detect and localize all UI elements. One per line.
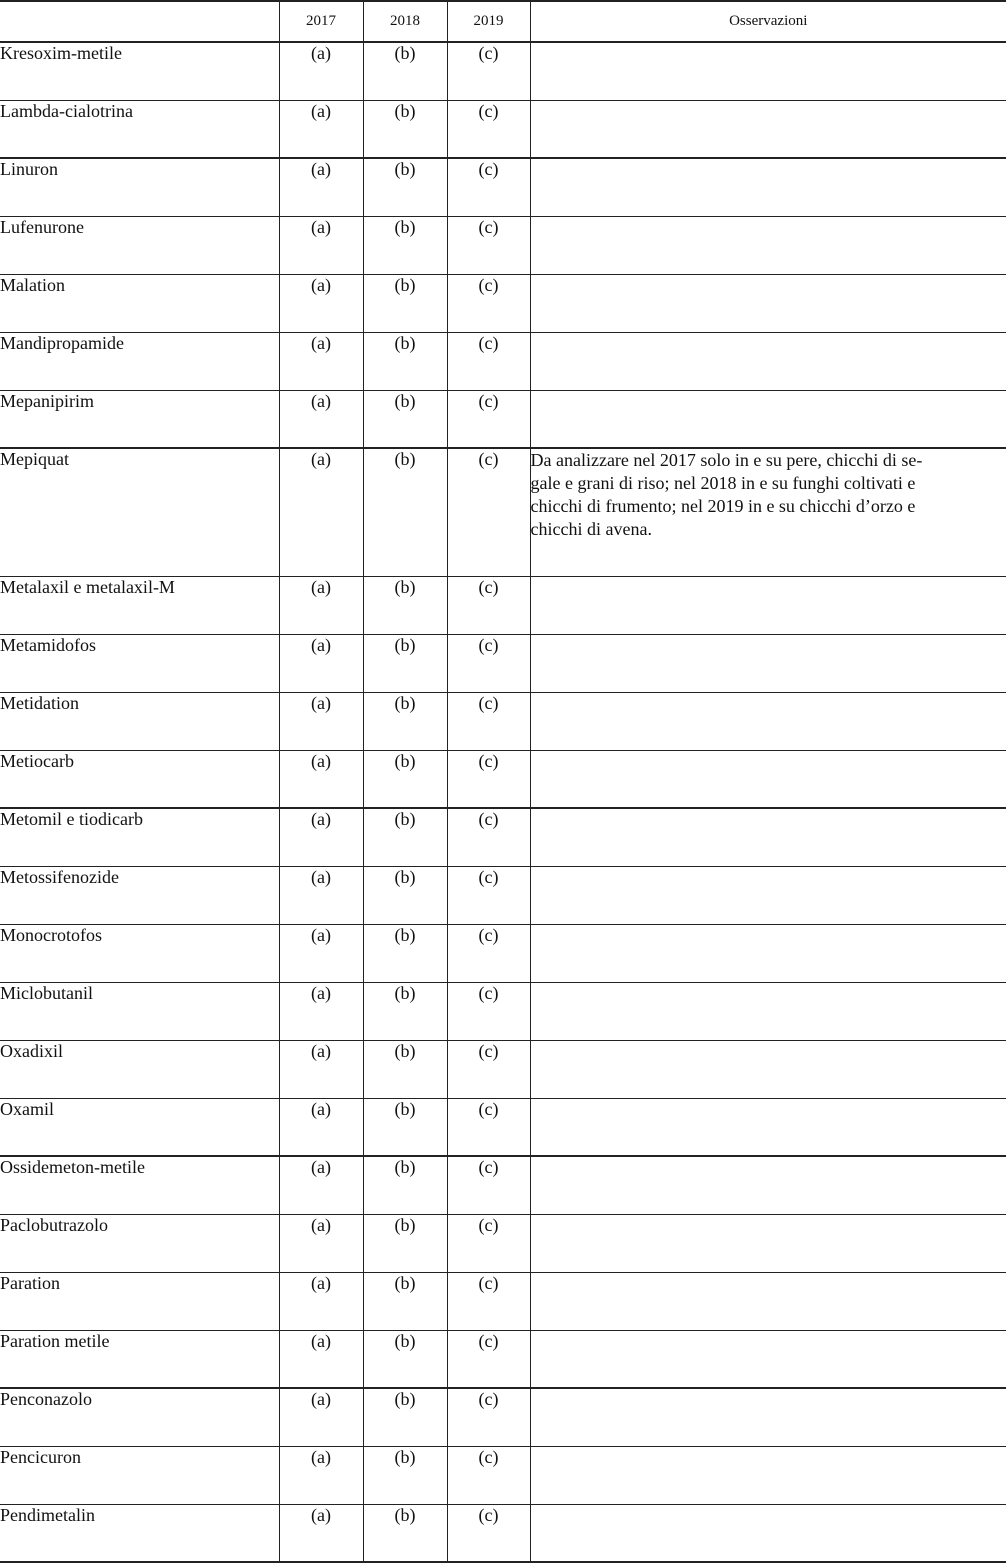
cell-2018: (b) bbox=[363, 158, 447, 216]
substance-cell: Oxamil bbox=[0, 1098, 279, 1156]
cell-2018: (b) bbox=[363, 332, 447, 390]
observations-cell bbox=[530, 692, 1006, 750]
cell-2018: (b) bbox=[363, 924, 447, 982]
cell-2017: (a) bbox=[279, 1330, 363, 1388]
cell-2017: (a) bbox=[279, 634, 363, 692]
table-row bbox=[0, 1156, 1006, 1214]
substance-cell: Lambda-cialotrina bbox=[0, 100, 279, 158]
table-row bbox=[0, 1272, 1006, 1330]
table-row bbox=[0, 982, 1006, 1040]
cell-2017: (a) bbox=[279, 448, 363, 576]
cell-2018: (b) bbox=[363, 448, 447, 576]
cell-2017: (a) bbox=[279, 1446, 363, 1504]
substance-cell: Linuron bbox=[0, 158, 279, 216]
cell-2019: (c) bbox=[447, 982, 530, 1040]
cell-2018: (b) bbox=[363, 750, 447, 808]
cell-2019: (c) bbox=[447, 750, 530, 808]
cell-2019: (c) bbox=[447, 100, 530, 158]
table-row bbox=[0, 866, 1006, 924]
observations-cell bbox=[530, 1446, 1006, 1504]
cell-2019: (c) bbox=[447, 42, 530, 100]
substance-cell: Pencicuron bbox=[0, 1446, 279, 1504]
observations-cell bbox=[530, 274, 1006, 332]
cell-2017: (a) bbox=[279, 924, 363, 982]
cell-2019: (c) bbox=[447, 866, 530, 924]
cell-2019: (c) bbox=[447, 274, 530, 332]
table-row bbox=[0, 42, 1006, 100]
observations-cell bbox=[530, 1098, 1006, 1156]
substance-cell: Mepanipirim bbox=[0, 390, 279, 448]
table-row bbox=[0, 692, 1006, 750]
table-row bbox=[0, 332, 1006, 390]
substance-cell: Metalaxil e metalaxil-M bbox=[0, 576, 279, 634]
cell-2017: (a) bbox=[279, 1272, 363, 1330]
cell-2018: (b) bbox=[363, 1098, 447, 1156]
cell-2018: (b) bbox=[363, 274, 447, 332]
cell-2018: (b) bbox=[363, 1446, 447, 1504]
table-row bbox=[0, 390, 1006, 448]
table-row bbox=[0, 1098, 1006, 1156]
table-row bbox=[0, 1330, 1006, 1388]
cell-2017: (a) bbox=[279, 42, 363, 100]
observations-cell bbox=[530, 42, 1006, 100]
cell-2017: (a) bbox=[279, 1098, 363, 1156]
cell-2018: (b) bbox=[363, 1504, 447, 1562]
observations-cell bbox=[530, 1156, 1006, 1214]
substance-cell: Metiocarb bbox=[0, 750, 279, 808]
substance-cell: Metidation bbox=[0, 692, 279, 750]
cell-2018: (b) bbox=[363, 42, 447, 100]
cell-2018: (b) bbox=[363, 1272, 447, 1330]
cell-2019: (c) bbox=[447, 1330, 530, 1388]
table-row bbox=[0, 1040, 1006, 1098]
substance-cell: Monocrotofos bbox=[0, 924, 279, 982]
observations-cell bbox=[530, 924, 1006, 982]
cell-2017: (a) bbox=[279, 1214, 363, 1272]
table-row bbox=[0, 1446, 1006, 1504]
header-row bbox=[0, 1, 1006, 42]
substance-cell: Mandipropamide bbox=[0, 332, 279, 390]
observations-cell bbox=[530, 866, 1006, 924]
cell-2019: (c) bbox=[447, 158, 530, 216]
table-row bbox=[0, 158, 1006, 216]
observations-cell bbox=[530, 1214, 1006, 1272]
cell-2017: (a) bbox=[279, 576, 363, 634]
table-row bbox=[0, 274, 1006, 332]
observations-cell bbox=[530, 1388, 1006, 1446]
header-year-2019: 2019 bbox=[447, 1, 530, 42]
cell-2019: (c) bbox=[447, 1446, 530, 1504]
cell-2018: (b) bbox=[363, 1040, 447, 1098]
cell-2017: (a) bbox=[279, 158, 363, 216]
substance-cell: Miclobutanil bbox=[0, 982, 279, 1040]
observations-cell bbox=[530, 1504, 1006, 1562]
table-row bbox=[0, 1388, 1006, 1446]
observations-cell bbox=[530, 1040, 1006, 1098]
table-row bbox=[0, 1504, 1006, 1562]
table-row bbox=[0, 634, 1006, 692]
cell-2017: (a) bbox=[279, 866, 363, 924]
observation-line: gale e grani di riso; nel 2018 in e su funghi coltivati e bbox=[530, 473, 916, 493]
cell-2017: (a) bbox=[279, 1388, 363, 1446]
substance-cell: Metamidofos bbox=[0, 634, 279, 692]
substance-cell: Lufenurone bbox=[0, 216, 279, 274]
cell-2018: (b) bbox=[363, 390, 447, 448]
observations-cell bbox=[530, 982, 1006, 1040]
cell-2018: (b) bbox=[363, 808, 447, 866]
cell-2018: (b) bbox=[363, 100, 447, 158]
substance-cell: Kresoxim-metile bbox=[0, 42, 279, 100]
cell-2019: (c) bbox=[447, 576, 530, 634]
cell-2018: (b) bbox=[363, 866, 447, 924]
cell-2017: (a) bbox=[279, 216, 363, 274]
cell-2017: (a) bbox=[279, 390, 363, 448]
observations-cell bbox=[530, 158, 1006, 216]
cell-2019: (c) bbox=[447, 692, 530, 750]
substance-cell: Oxadixil bbox=[0, 1040, 279, 1098]
substance-cell: Mepiquat bbox=[0, 448, 279, 576]
substance-cell: Paclobutrazolo bbox=[0, 1214, 279, 1272]
cell-2018: (b) bbox=[363, 1388, 447, 1446]
header-substance bbox=[0, 1, 279, 42]
substance-cell: Metossifenozide bbox=[0, 866, 279, 924]
cell-2019: (c) bbox=[447, 390, 530, 448]
cell-2018: (b) bbox=[363, 1156, 447, 1214]
substance-cell: Penconazolo bbox=[0, 1388, 279, 1446]
observations-cell bbox=[530, 808, 1006, 866]
cell-2017: (a) bbox=[279, 692, 363, 750]
cell-2019: (c) bbox=[447, 1040, 530, 1098]
cell-2018: (b) bbox=[363, 1330, 447, 1388]
header-year-2018: 2018 bbox=[363, 1, 447, 42]
cell-2019: (c) bbox=[447, 332, 530, 390]
cell-2017: (a) bbox=[279, 1156, 363, 1214]
substance-cell: Paration metile bbox=[0, 1330, 279, 1388]
cell-2019: (c) bbox=[447, 448, 530, 576]
observation-line: Da analizzare nel 2017 solo in e su pere, chicchi di se- bbox=[530, 450, 923, 470]
table-row bbox=[0, 216, 1006, 274]
table-row bbox=[0, 1214, 1006, 1272]
observations-cell bbox=[530, 216, 1006, 274]
cell-2017: (a) bbox=[279, 274, 363, 332]
observations-cell bbox=[530, 100, 1006, 158]
cell-2017: (a) bbox=[279, 1040, 363, 1098]
cell-2017: (a) bbox=[279, 332, 363, 390]
cell-2017: (a) bbox=[279, 100, 363, 158]
observation-line: chicchi di frumento; nel 2019 in e su chicchi d’orzo e bbox=[530, 496, 916, 516]
cell-2018: (b) bbox=[363, 576, 447, 634]
observation-line: chicchi di avena. bbox=[530, 519, 652, 539]
cell-2018: (b) bbox=[363, 216, 447, 274]
header-observations: Osservazioni bbox=[530, 1, 1006, 42]
header-year-2017: 2017 bbox=[279, 1, 363, 42]
cell-2019: (c) bbox=[447, 1388, 530, 1446]
observations-cell bbox=[530, 390, 1006, 448]
cell-2018: (b) bbox=[363, 692, 447, 750]
observations-cell bbox=[530, 634, 1006, 692]
table-row bbox=[0, 924, 1006, 982]
substance-cell: Ossidemeton-metile bbox=[0, 1156, 279, 1214]
cell-2019: (c) bbox=[447, 1156, 530, 1214]
cell-2019: (c) bbox=[447, 216, 530, 274]
cell-2019: (c) bbox=[447, 1272, 530, 1330]
substance-cell: Malation bbox=[0, 274, 279, 332]
substance-cell: Metomil e tiodicarb bbox=[0, 808, 279, 866]
cell-2019: (c) bbox=[447, 924, 530, 982]
table-row bbox=[0, 750, 1006, 808]
cell-2017: (a) bbox=[279, 982, 363, 1040]
observations-cell bbox=[530, 332, 1006, 390]
observations-cell bbox=[530, 1272, 1006, 1330]
cell-2018: (b) bbox=[363, 634, 447, 692]
cell-2017: (a) bbox=[279, 808, 363, 866]
cell-2017: (a) bbox=[279, 750, 363, 808]
cell-2019: (c) bbox=[447, 634, 530, 692]
table-row bbox=[0, 448, 1006, 576]
cell-2019: (c) bbox=[447, 1504, 530, 1562]
observations-cell bbox=[530, 576, 1006, 634]
observations-cell bbox=[530, 750, 1006, 808]
observations-cell bbox=[530, 1330, 1006, 1388]
observations-cell bbox=[530, 448, 1006, 576]
table-row bbox=[0, 808, 1006, 866]
cell-2019: (c) bbox=[447, 1098, 530, 1156]
cell-2017: (a) bbox=[279, 1504, 363, 1562]
table-row bbox=[0, 576, 1006, 634]
cell-2019: (c) bbox=[447, 1214, 530, 1272]
table-row bbox=[0, 100, 1006, 158]
substance-cell: Paration bbox=[0, 1272, 279, 1330]
cell-2018: (b) bbox=[363, 1214, 447, 1272]
substance-cell: Pendimetalin bbox=[0, 1504, 279, 1562]
cell-2019: (c) bbox=[447, 808, 530, 866]
cell-2018: (b) bbox=[363, 982, 447, 1040]
